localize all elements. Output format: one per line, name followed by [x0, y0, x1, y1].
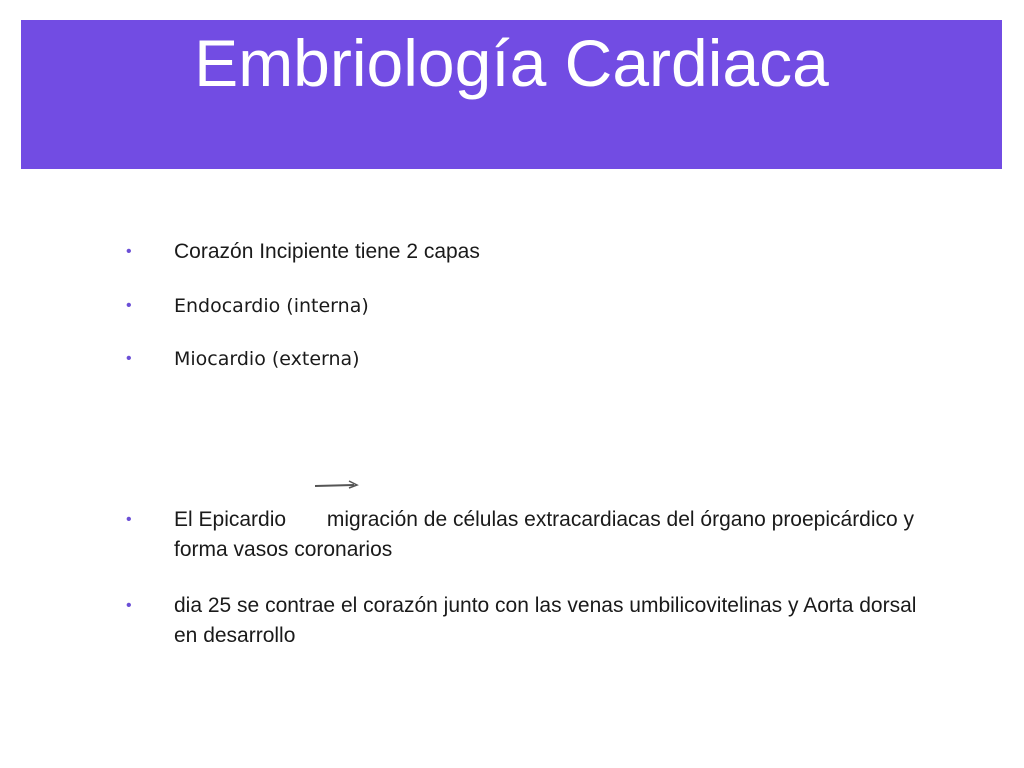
- bullet-text: Miocardio (externa): [174, 348, 360, 370]
- bullet-text: Endocardio (interna): [174, 295, 369, 317]
- bullet-icon: •: [126, 243, 132, 260]
- title-banner: [21, 20, 1002, 169]
- arrow-right-icon: [314, 478, 360, 492]
- bullet-text: dia 25 se contrae el corazón junto con las venas umbilicovitelinas y Aorta dorsal en desarrollo: [174, 594, 917, 647]
- slide-title: Embriología Cardiaca: [194, 26, 829, 100]
- bullet-icon: •: [126, 511, 132, 528]
- bullet-icon: •: [126, 350, 132, 367]
- bullet-icon: •: [126, 297, 132, 314]
- bullet-text: Corazón Incipiente tiene 2 capas: [174, 240, 480, 263]
- bullet-icon: •: [126, 597, 132, 614]
- bullet-text: El Epicardio migración de células extracardiacas del órgano proepicárdico y forma vasos coronarios: [174, 508, 920, 561]
